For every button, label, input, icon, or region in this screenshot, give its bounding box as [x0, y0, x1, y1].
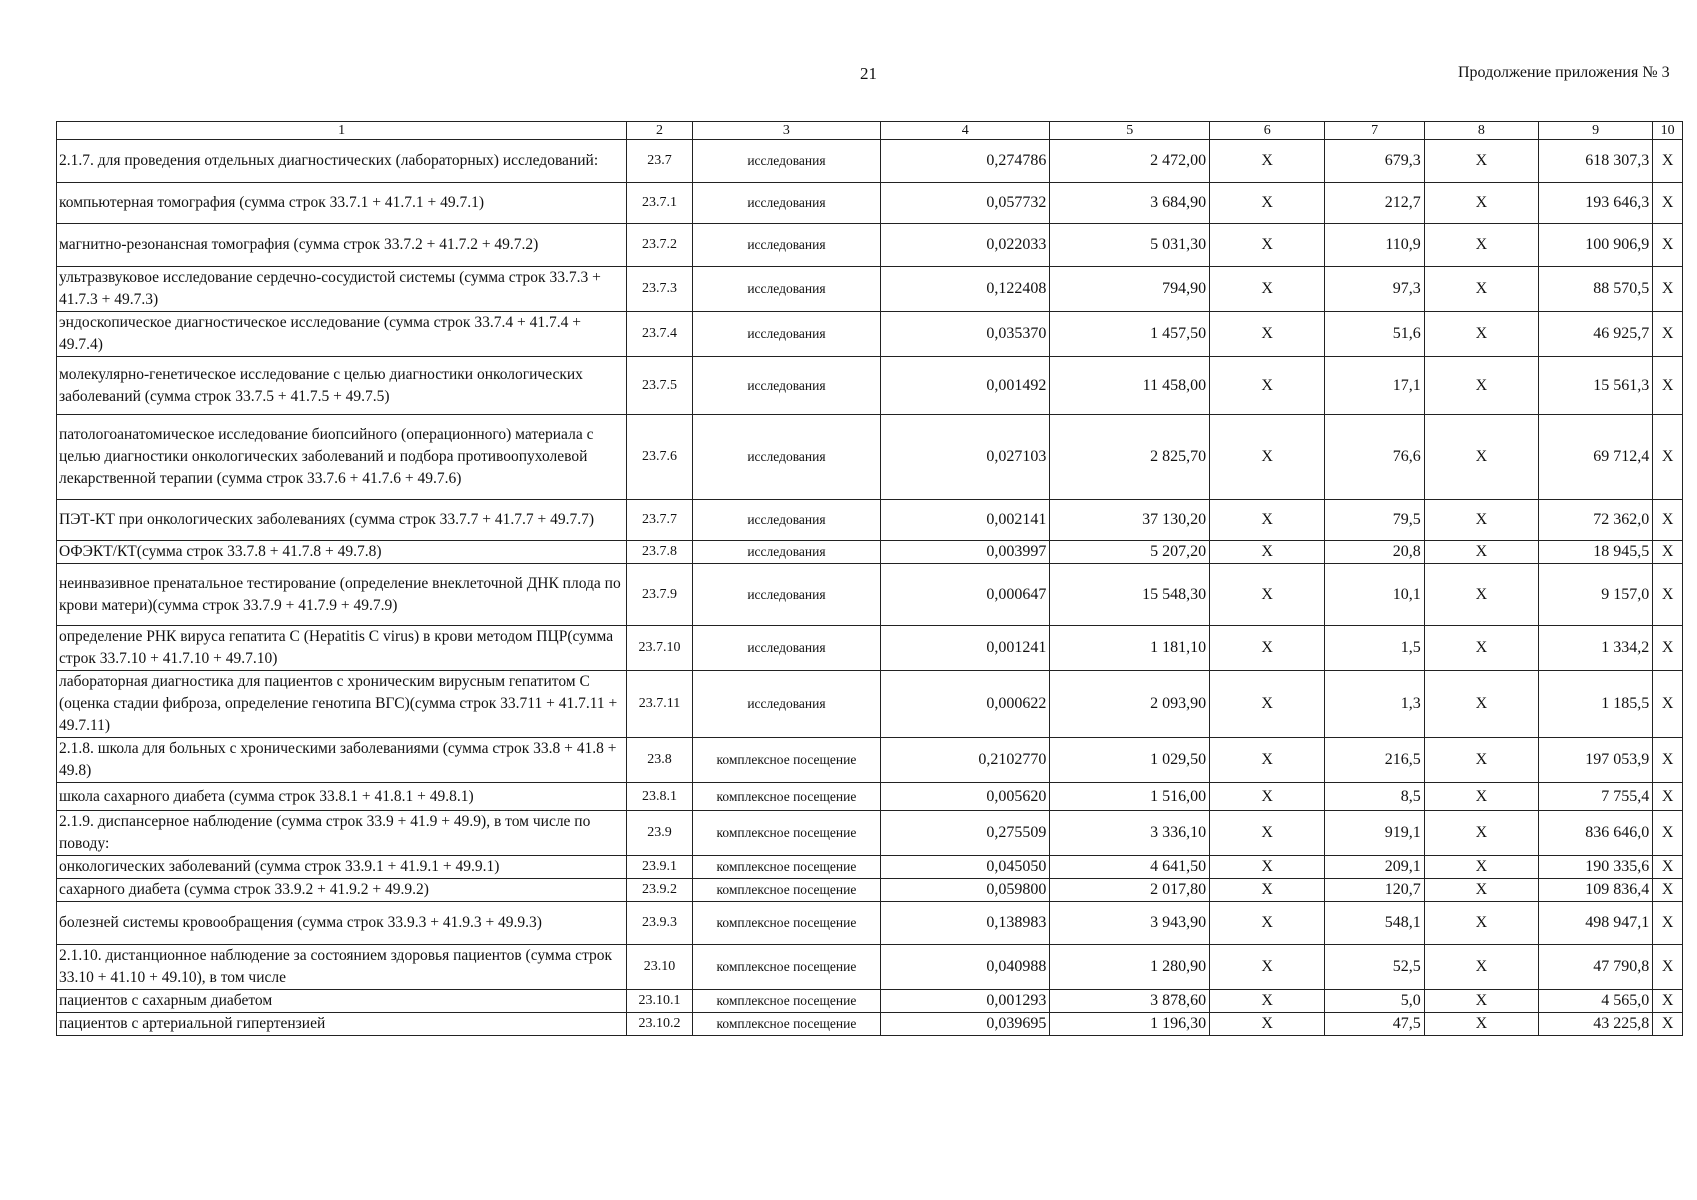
row-col4-cell: 0,002141	[881, 500, 1050, 541]
row-unit-cell: исследования	[692, 224, 880, 267]
row-col4-cell: 0,059800	[881, 879, 1050, 902]
row-col9-cell: 498 947,1	[1539, 902, 1653, 945]
row-col8-cell: X	[1424, 671, 1538, 738]
row-col7-cell: 47,5	[1325, 1013, 1424, 1036]
row-col6-cell: X	[1210, 879, 1325, 902]
row-col5-cell: 2 472,00	[1050, 140, 1210, 183]
table-row	[57, 879, 1683, 902]
row-col5-cell: 15 548,30	[1050, 564, 1210, 626]
row-col8-cell: X	[1424, 415, 1538, 500]
row-col9-cell: 18 945,5	[1539, 541, 1653, 564]
table-row	[57, 990, 1683, 1013]
row-col6-cell: X	[1210, 990, 1325, 1013]
row-unit-cell: исследования	[692, 671, 880, 738]
row-col7-cell: 17,1	[1325, 357, 1424, 415]
table-row	[57, 902, 1683, 945]
row-col10-cell: X	[1653, 671, 1683, 738]
row-unit-cell: комплексное посещение	[692, 945, 880, 990]
row-code-cell: 23.10.2	[627, 1013, 693, 1036]
row-name-cell: 2.1.7. для проведения отдельных диагностических (лабораторных) исследований:	[57, 140, 627, 183]
row-col9-cell: 9 157,0	[1539, 564, 1653, 626]
row-col10-cell: X	[1653, 990, 1683, 1013]
table-row	[57, 564, 1683, 626]
column-header: 8	[1424, 122, 1538, 140]
row-unit-cell: комплексное посещение	[692, 856, 880, 879]
row-col5-cell: 3 336,10	[1050, 811, 1210, 856]
table-row	[57, 500, 1683, 541]
column-header: 3	[692, 122, 880, 140]
row-name-cell: эндоскопическое диагностическое исследование (сумма строк 33.7.4 + 41.7.4 + 49.7.4)	[57, 312, 627, 357]
row-col5-cell: 2 825,70	[1050, 415, 1210, 500]
row-col5-cell: 5 031,30	[1050, 224, 1210, 267]
row-col8-cell: X	[1424, 183, 1538, 224]
column-header: 6	[1210, 122, 1325, 140]
row-col5-cell: 3 878,60	[1050, 990, 1210, 1013]
row-col10-cell: X	[1653, 564, 1683, 626]
row-col7-cell: 97,3	[1325, 267, 1424, 312]
row-col8-cell: X	[1424, 811, 1538, 856]
row-col9-cell: 4 565,0	[1539, 990, 1653, 1013]
row-unit-cell: исследования	[692, 500, 880, 541]
row-col9-cell: 15 561,3	[1539, 357, 1653, 415]
column-header: 1	[57, 122, 627, 140]
row-col4-cell: 0,001492	[881, 357, 1050, 415]
row-col7-cell: 79,5	[1325, 500, 1424, 541]
row-col6-cell: X	[1210, 945, 1325, 990]
row-name-cell: 2.1.10. дистанционное наблюдение за состоянием здоровья пациентов (сумма строк 33.10 + 41.10 + 49.10), в том числе	[57, 945, 627, 990]
row-col6-cell: X	[1210, 811, 1325, 856]
row-code-cell: 23.7.2	[627, 224, 693, 267]
row-col5-cell: 5 207,20	[1050, 541, 1210, 564]
table-row	[57, 267, 1683, 312]
row-col8-cell: X	[1424, 500, 1538, 541]
row-code-cell: 23.7.9	[627, 564, 693, 626]
row-name-cell: пациентов с артериальной гипертензией	[57, 1013, 627, 1036]
row-name-cell: 2.1.8. школа для больных с хроническими заболеваниями (сумма строк 33.8 + 41.8 + 49.8)	[57, 738, 627, 783]
row-code-cell: 23.7.8	[627, 541, 693, 564]
row-name-cell: неинвазивное пренатальное тестирование (определение внеклеточной ДНК плода по крови матери)(сумма строк 33.7.9 + 41.7.9 + 49.7.9)	[57, 564, 627, 626]
row-col10-cell: X	[1653, 224, 1683, 267]
row-name-cell: 2.1.9. диспансерное наблюдение (сумма строк 33.9 + 41.9 + 49.9), в том числе по поводу:	[57, 811, 627, 856]
row-unit-cell: исследования	[692, 564, 880, 626]
row-col6-cell: X	[1210, 224, 1325, 267]
row-col10-cell: X	[1653, 267, 1683, 312]
row-col9-cell: 109 836,4	[1539, 879, 1653, 902]
row-code-cell: 23.7.5	[627, 357, 693, 415]
row-col6-cell: X	[1210, 183, 1325, 224]
row-col9-cell: 836 646,0	[1539, 811, 1653, 856]
row-col4-cell: 0,045050	[881, 856, 1050, 879]
row-col8-cell: X	[1424, 902, 1538, 945]
appendix-table	[56, 121, 1683, 1036]
column-header: 4	[881, 122, 1050, 140]
row-col9-cell: 1 334,2	[1539, 626, 1653, 671]
row-col6-cell: X	[1210, 738, 1325, 783]
table-row	[57, 671, 1683, 738]
row-col6-cell: X	[1210, 1013, 1325, 1036]
row-col7-cell: 110,9	[1325, 224, 1424, 267]
row-col9-cell: 72 362,0	[1539, 500, 1653, 541]
row-col10-cell: X	[1653, 1013, 1683, 1036]
row-unit-cell: исследования	[692, 140, 880, 183]
row-col10-cell: X	[1653, 415, 1683, 500]
table-row	[57, 783, 1683, 811]
row-unit-cell: комплексное посещение	[692, 902, 880, 945]
row-col4-cell: 0,138983	[881, 902, 1050, 945]
row-col7-cell: 8,5	[1325, 783, 1424, 811]
row-col10-cell: X	[1653, 626, 1683, 671]
row-col7-cell: 76,6	[1325, 415, 1424, 500]
row-name-cell: сахарного диабета (сумма строк 33.9.2 + 41.9.2 + 49.9.2)	[57, 879, 627, 902]
table-row	[57, 1013, 1683, 1036]
row-name-cell: онкологических заболеваний (сумма строк 33.9.1 + 41.9.1 + 49.9.1)	[57, 856, 627, 879]
row-col6-cell: X	[1210, 902, 1325, 945]
appendix-continuation-label: Продолжение приложения № 3	[1458, 64, 1670, 81]
row-col7-cell: 212,7	[1325, 183, 1424, 224]
row-col10-cell: X	[1653, 183, 1683, 224]
row-col6-cell: X	[1210, 267, 1325, 312]
row-name-cell: компьютерная томография (сумма строк 33.7.1 + 41.7.1 + 49.7.1)	[57, 183, 627, 224]
row-col10-cell: X	[1653, 500, 1683, 541]
row-name-cell: пациентов с сахарным диабетом	[57, 990, 627, 1013]
row-col4-cell: 0,2102770	[881, 738, 1050, 783]
row-col5-cell: 1 181,10	[1050, 626, 1210, 671]
row-code-cell: 23.7.6	[627, 415, 693, 500]
row-unit-cell: комплексное посещение	[692, 738, 880, 783]
row-code-cell: 23.7.11	[627, 671, 693, 738]
page-number: 21	[860, 64, 877, 83]
row-col6-cell: X	[1210, 500, 1325, 541]
table-header-row	[57, 122, 1683, 140]
row-col10-cell: X	[1653, 140, 1683, 183]
row-col8-cell: X	[1424, 626, 1538, 671]
row-unit-cell: исследования	[692, 415, 880, 500]
row-col10-cell: X	[1653, 541, 1683, 564]
row-name-cell: лабораторная диагностика для пациентов с хроническим вирусным гепатитом С (оценка стадии фиброза, определение генотипа ВГС)(сумма строк 33.711 + 41.7.11 + 49.7.11)	[57, 671, 627, 738]
table-row	[57, 357, 1683, 415]
row-unit-cell: комплексное посещение	[692, 879, 880, 902]
row-col7-cell: 5,0	[1325, 990, 1424, 1013]
row-col6-cell: X	[1210, 564, 1325, 626]
row-col7-cell: 919,1	[1325, 811, 1424, 856]
row-unit-cell: исследования	[692, 357, 880, 415]
row-unit-cell: исследования	[692, 541, 880, 564]
row-code-cell: 23.7.10	[627, 626, 693, 671]
row-unit-cell: исследования	[692, 267, 880, 312]
row-col5-cell: 794,90	[1050, 267, 1210, 312]
row-unit-cell: исследования	[692, 183, 880, 224]
row-col7-cell: 120,7	[1325, 879, 1424, 902]
row-col8-cell: X	[1424, 140, 1538, 183]
row-col5-cell: 1 196,30	[1050, 1013, 1210, 1036]
column-header: 7	[1325, 122, 1424, 140]
row-unit-cell: комплексное посещение	[692, 783, 880, 811]
row-col6-cell: X	[1210, 671, 1325, 738]
row-code-cell: 23.7.4	[627, 312, 693, 357]
row-col7-cell: 1,5	[1325, 626, 1424, 671]
table-row	[57, 626, 1683, 671]
row-col9-cell: 43 225,8	[1539, 1013, 1653, 1036]
row-code-cell: 23.8	[627, 738, 693, 783]
row-col6-cell: X	[1210, 357, 1325, 415]
table-row	[57, 224, 1683, 267]
row-col7-cell: 10,1	[1325, 564, 1424, 626]
row-col10-cell: X	[1653, 738, 1683, 783]
table-row	[57, 415, 1683, 500]
row-col9-cell: 190 335,6	[1539, 856, 1653, 879]
row-name-cell: определение РНК вируса гепатита С (Hepatitis C virus) в крови методом ПЦР(сумма строк 33.7.10 + 41.7.10 + 49.7.10)	[57, 626, 627, 671]
row-col4-cell: 0,027103	[881, 415, 1050, 500]
row-col7-cell: 1,3	[1325, 671, 1424, 738]
row-name-cell: молекулярно-генетическое исследование с целью диагностики онкологических заболеваний (сумма строк 33.7.5 + 41.7.5 + 49.7.5)	[57, 357, 627, 415]
row-col5-cell: 1 280,90	[1050, 945, 1210, 990]
row-col4-cell: 0,003997	[881, 541, 1050, 564]
row-col8-cell: X	[1424, 990, 1538, 1013]
row-col8-cell: X	[1424, 738, 1538, 783]
row-col9-cell: 618 307,3	[1539, 140, 1653, 183]
row-code-cell: 23.7.3	[627, 267, 693, 312]
row-col6-cell: X	[1210, 626, 1325, 671]
row-col10-cell: X	[1653, 856, 1683, 879]
row-code-cell: 23.7.1	[627, 183, 693, 224]
row-code-cell: 23.9.3	[627, 902, 693, 945]
row-col5-cell: 37 130,20	[1050, 500, 1210, 541]
row-col5-cell: 1 029,50	[1050, 738, 1210, 783]
row-col8-cell: X	[1424, 945, 1538, 990]
row-code-cell: 23.7.7	[627, 500, 693, 541]
row-col7-cell: 209,1	[1325, 856, 1424, 879]
table-body	[57, 140, 1683, 1036]
row-col5-cell: 1 457,50	[1050, 312, 1210, 357]
row-col6-cell: X	[1210, 312, 1325, 357]
row-col10-cell: X	[1653, 879, 1683, 902]
row-col8-cell: X	[1424, 879, 1538, 902]
column-header: 5	[1050, 122, 1210, 140]
row-name-cell: ОФЭКТ/КТ(сумма строк 33.7.8 + 41.7.8 + 49.7.8)	[57, 541, 627, 564]
column-header: 10	[1653, 122, 1683, 140]
table-row	[57, 811, 1683, 856]
row-code-cell: 23.9	[627, 811, 693, 856]
row-col8-cell: X	[1424, 357, 1538, 415]
row-col4-cell: 0,005620	[881, 783, 1050, 811]
column-header: 9	[1539, 122, 1653, 140]
row-col4-cell: 0,001293	[881, 990, 1050, 1013]
table-row	[57, 541, 1683, 564]
row-col8-cell: X	[1424, 267, 1538, 312]
table-row	[57, 738, 1683, 783]
table-row	[57, 856, 1683, 879]
table-row	[57, 312, 1683, 357]
row-col4-cell: 0,035370	[881, 312, 1050, 357]
row-col9-cell: 197 053,9	[1539, 738, 1653, 783]
row-col5-cell: 3 684,90	[1050, 183, 1210, 224]
row-col8-cell: X	[1424, 783, 1538, 811]
row-col8-cell: X	[1424, 224, 1538, 267]
row-unit-cell: комплексное посещение	[692, 1013, 880, 1036]
column-header: 2	[627, 122, 693, 140]
row-col7-cell: 51,6	[1325, 312, 1424, 357]
row-col9-cell: 100 906,9	[1539, 224, 1653, 267]
row-col7-cell: 20,8	[1325, 541, 1424, 564]
row-code-cell: 23.9.2	[627, 879, 693, 902]
row-code-cell: 23.8.1	[627, 783, 693, 811]
row-col4-cell: 0,000622	[881, 671, 1050, 738]
row-col9-cell: 47 790,8	[1539, 945, 1653, 990]
row-unit-cell: исследования	[692, 626, 880, 671]
row-col7-cell: 679,3	[1325, 140, 1424, 183]
row-col7-cell: 52,5	[1325, 945, 1424, 990]
row-name-cell: магнитно-резонансная томография (сумма строк 33.7.2 + 41.7.2 + 49.7.2)	[57, 224, 627, 267]
row-col6-cell: X	[1210, 541, 1325, 564]
row-col6-cell: X	[1210, 856, 1325, 879]
row-col4-cell: 0,057732	[881, 183, 1050, 224]
row-col10-cell: X	[1653, 783, 1683, 811]
row-col4-cell: 0,275509	[881, 811, 1050, 856]
row-col8-cell: X	[1424, 856, 1538, 879]
row-col7-cell: 216,5	[1325, 738, 1424, 783]
row-code-cell: 23.7	[627, 140, 693, 183]
row-col7-cell: 548,1	[1325, 902, 1424, 945]
row-col10-cell: X	[1653, 902, 1683, 945]
row-name-cell: патологоанатомическое исследование биопсийного (операционного) материала с целью диагностики онкологических заболеваний и подбора противоопухолевой лекарственной терапии (сумма строк 33.7.6 + 41.7.6 + 49.7.6)	[57, 415, 627, 500]
row-col9-cell: 1 185,5	[1539, 671, 1653, 738]
row-col5-cell: 4 641,50	[1050, 856, 1210, 879]
row-col8-cell: X	[1424, 312, 1538, 357]
row-col4-cell: 0,040988	[881, 945, 1050, 990]
row-col4-cell: 0,274786	[881, 140, 1050, 183]
row-col5-cell: 2 017,80	[1050, 879, 1210, 902]
table-row	[57, 183, 1683, 224]
row-col5-cell: 2 093,90	[1050, 671, 1210, 738]
row-col4-cell: 0,039695	[881, 1013, 1050, 1036]
row-col5-cell: 3 943,90	[1050, 902, 1210, 945]
row-col10-cell: X	[1653, 945, 1683, 990]
row-col6-cell: X	[1210, 415, 1325, 500]
row-name-cell: болезней системы кровообращения (сумма строк 33.9.3 + 41.9.3 + 49.9.3)	[57, 902, 627, 945]
row-col6-cell: X	[1210, 140, 1325, 183]
row-col8-cell: X	[1424, 541, 1538, 564]
row-code-cell: 23.9.1	[627, 856, 693, 879]
table-row	[57, 945, 1683, 990]
row-name-cell: ПЭТ-КТ при онкологических заболеваниях (сумма строк 33.7.7 + 41.7.7 + 49.7.7)	[57, 500, 627, 541]
row-col6-cell: X	[1210, 783, 1325, 811]
row-col9-cell: 7 755,4	[1539, 783, 1653, 811]
row-name-cell: ультразвуковое исследование сердечно-сосудистой системы (сумма строк 33.7.3 + 41.7.3 + 49.7.3)	[57, 267, 627, 312]
row-col5-cell: 11 458,00	[1050, 357, 1210, 415]
row-col5-cell: 1 516,00	[1050, 783, 1210, 811]
row-col10-cell: X	[1653, 811, 1683, 856]
row-code-cell: 23.10	[627, 945, 693, 990]
row-unit-cell: комплексное посещение	[692, 811, 880, 856]
row-col4-cell: 0,022033	[881, 224, 1050, 267]
row-col10-cell: X	[1653, 357, 1683, 415]
row-unit-cell: исследования	[692, 312, 880, 357]
row-name-cell: школа сахарного диабета (сумма строк 33.8.1 + 41.8.1 + 49.8.1)	[57, 783, 627, 811]
row-col9-cell: 69 712,4	[1539, 415, 1653, 500]
row-col4-cell: 0,000647	[881, 564, 1050, 626]
row-unit-cell: комплексное посещение	[692, 990, 880, 1013]
row-col9-cell: 88 570,5	[1539, 267, 1653, 312]
row-col8-cell: X	[1424, 1013, 1538, 1036]
row-col4-cell: 0,122408	[881, 267, 1050, 312]
row-code-cell: 23.10.1	[627, 990, 693, 1013]
table-row	[57, 140, 1683, 183]
row-col9-cell: 46 925,7	[1539, 312, 1653, 357]
row-col10-cell: X	[1653, 312, 1683, 357]
row-col9-cell: 193 646,3	[1539, 183, 1653, 224]
row-col4-cell: 0,001241	[881, 626, 1050, 671]
row-col8-cell: X	[1424, 564, 1538, 626]
